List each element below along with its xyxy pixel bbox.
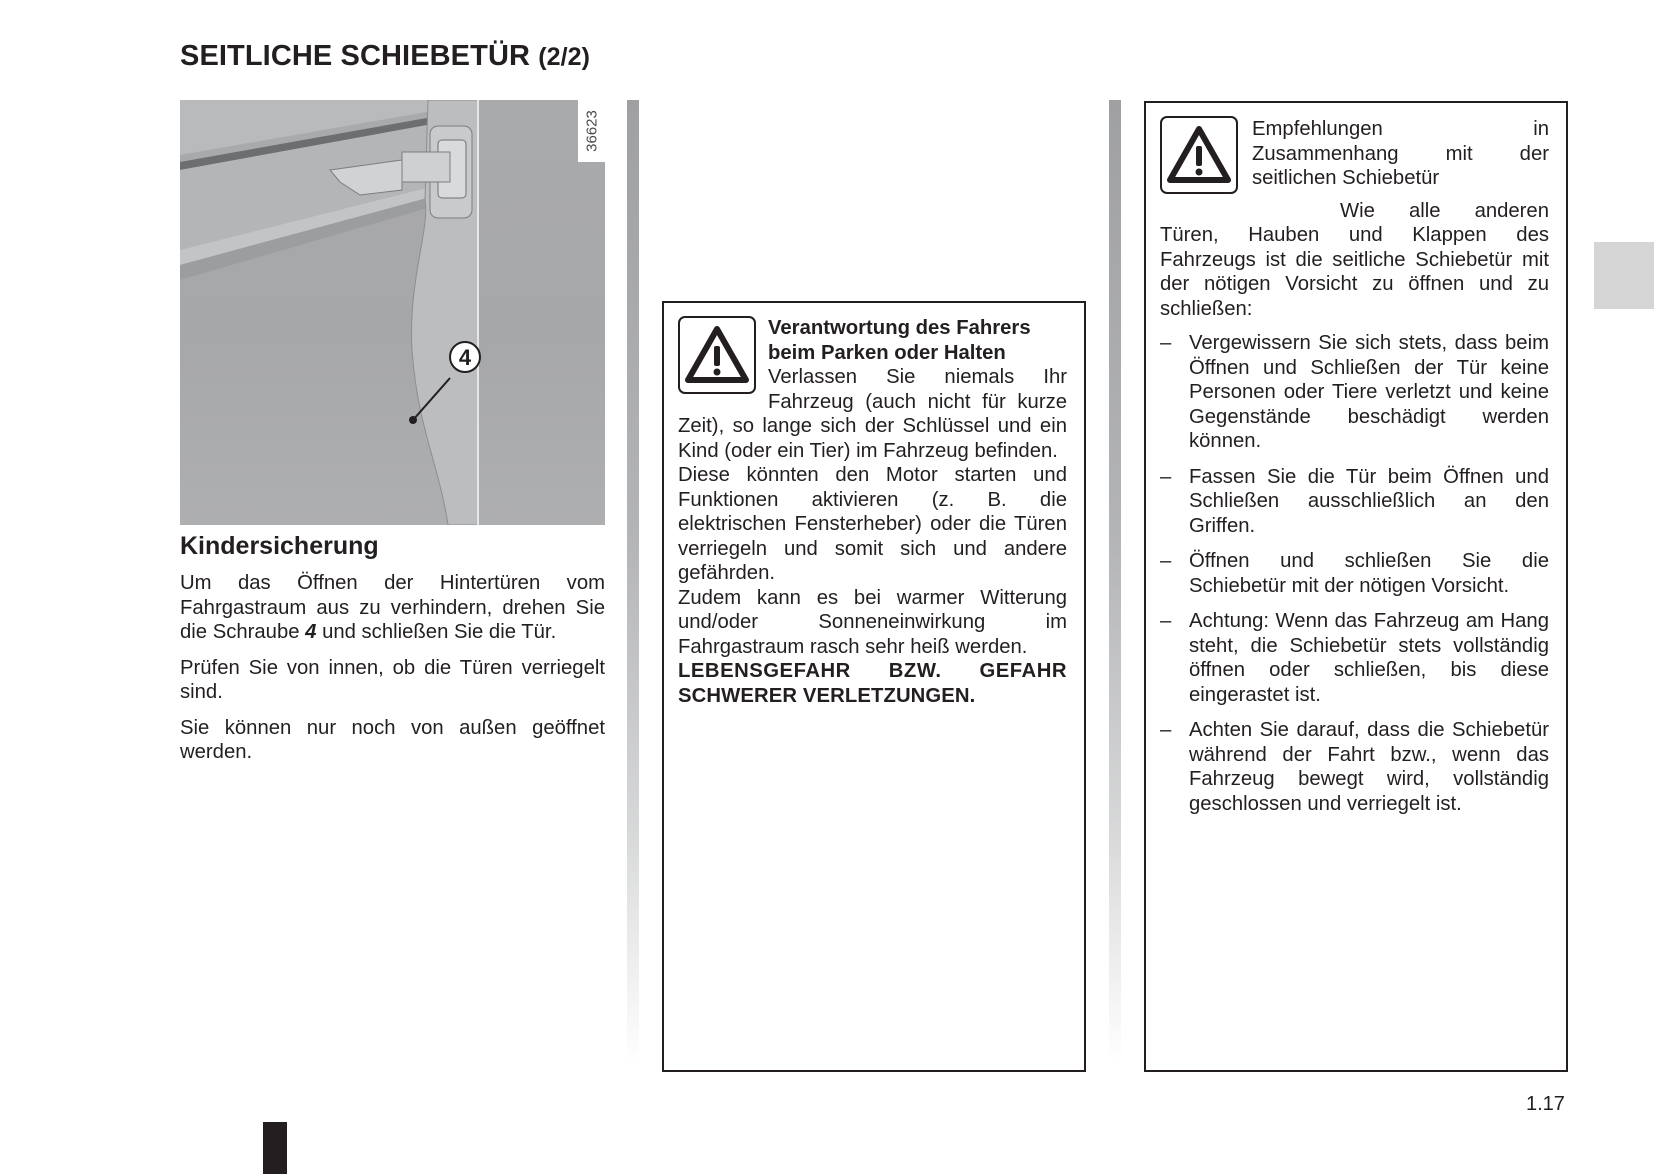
list-item-text: Öffnen und schließen Sie die Schiebetür mit der nötigen Vorsicht. (1189, 550, 1549, 597)
child-lock-paragraph-2: Prüfen Sie von innen, ob die Türen verriegelt sind. (180, 656, 605, 703)
bullet-dash: – (1160, 465, 1172, 488)
list-item (1160, 609, 1549, 707)
child-lock-p1-end: und schließen Sie die Tür. (316, 621, 557, 643)
page-title (180, 40, 590, 73)
warning-heading: Empfehlungen in Zusammenhang mit der seitlichen Schiebetür (1252, 118, 1549, 189)
figure-code-text: 36623 (583, 110, 601, 152)
warning-intro: Wie alle anderen Türen, Hauben und Klappen des Fahrzeugs ist die seitliche Schiebetür mit der nötigen Vorsicht zu öffnen und zu schließen: (1160, 199, 1549, 320)
list-item-text: Vergewissern Sie sich stets, dass beim Öffnen und Schließen der Tür keine Personen oder Tiere verletzt und keine Gegenstände beschädigt werden können. (1189, 332, 1549, 452)
list-item-text: Achtung: Wenn das Fahrzeug am Hang steht, die Schiebetür stets vollständig öffnen oder schließen, bis diese eingerastet ist. (1189, 610, 1549, 706)
warning-content (678, 316, 1067, 708)
figure-code (578, 100, 606, 162)
danger-notice-line-1: LEBENSGEFAHR BZW. GEFAHR (678, 660, 1067, 682)
chapter-thumb-tab (1594, 242, 1654, 309)
child-lock-p1-text: Um das Öffnen der Hintertüren vom Fahrgastraum aus zu verhindern, drehen Sie die Schraube (180, 572, 605, 643)
list-item (1160, 549, 1549, 598)
list-item (1160, 331, 1549, 454)
bullet-dash: – (1160, 332, 1172, 354)
list-item (1160, 465, 1549, 539)
child-lock-text (180, 571, 605, 776)
bullet-dash: – (1160, 550, 1172, 572)
list-item-text: Achten Sie darauf, dass die Schiebetür während der Fahrt bzw., wenn das Fahrzeug bewegt wird, vollständig geschlossen und verriegelt ist. (1189, 719, 1549, 815)
child-lock-paragraph-1 (180, 571, 605, 645)
warning-text-1: Verlassen Sie niemals Ihr Fahrzeug (auch nicht für kurze Zeit), so lange sich der Schlüssel und ein Kind (oder ein Tier) im Fahrzeug befinden. (678, 366, 1067, 462)
column-separator (1109, 100, 1121, 1065)
warning-triangle-glyph (685, 326, 749, 384)
warning-content (1160, 116, 1549, 827)
hinge-arm (402, 152, 450, 182)
warning-box-sliding-door (1144, 101, 1568, 1072)
child-lock-paragraph-3: Sie können nur noch von außen geöffnet werden. (180, 716, 605, 763)
list-item (1160, 718, 1549, 816)
danger-notice-line-2: SCHWERER VERLETZUNGEN. (678, 684, 976, 707)
print-edge-mark (263, 1122, 287, 1174)
warning-triangle-icon (678, 316, 756, 394)
list-item-text: Fassen Sie die Tür beim Öffnen und Schließen ausschließlich an den Griffen. (1189, 465, 1549, 537)
warning-triangle-icon (1160, 116, 1238, 194)
recommendation-list (1160, 331, 1549, 816)
page-title-suffix: (2/2) (538, 43, 591, 71)
warning-text-2: Diese könnten den Motor starten und Funktionen aktivieren (z. B. die elektrischen Fensterheber) oder die Türen verriegeln und somit sich und andere gefährden. (678, 464, 1067, 584)
door-hinge-drawing (180, 100, 605, 525)
callout-label: 4 (458, 345, 472, 370)
warning-text-3: Zudem kann es bei warmer Witterung und/oder Sonneneinwirkung im Fahrgastraum rasch sehr heiß werden. (678, 586, 1067, 658)
bullet-dash: – (1160, 719, 1172, 741)
page-title-text: SEITLICHE SCHIEBETÜR (180, 40, 531, 72)
bullet-dash: – (1160, 610, 1172, 632)
warning-triangle-glyph (1167, 126, 1231, 184)
warning-box-driver-responsibility (662, 301, 1086, 1072)
page-number: 1.17 (1526, 1093, 1565, 1115)
warning-heading: Verantwortung des Fahrers beim Parken oder Halten (768, 317, 1031, 364)
door-hinge-illustration (180, 100, 605, 525)
column-separator (627, 100, 639, 1065)
section-heading-child-lock: Kindersicherung (180, 532, 379, 560)
screw-reference: 4 (305, 621, 317, 643)
